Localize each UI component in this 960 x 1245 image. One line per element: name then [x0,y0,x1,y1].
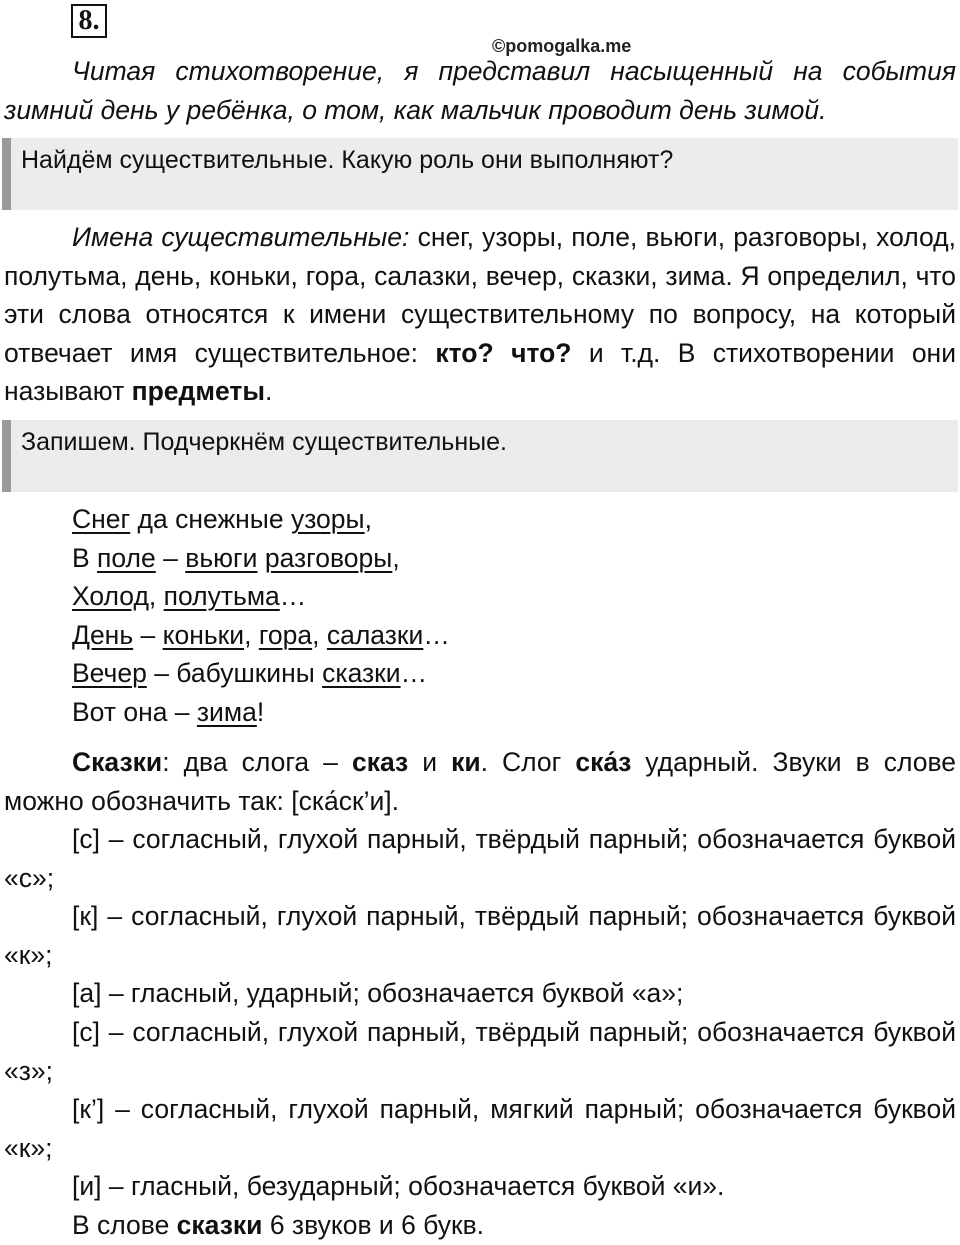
poem [72,500,672,731]
poem-line [72,577,672,616]
intro-paragraph [4,52,956,129]
nouns-dot: . [264,376,273,406]
poem-text: – [155,542,186,573]
section-band-write: Запишем. Подчеркнём существительные. [2,420,958,492]
nouns-list: снег, узоры, поле, вьюги, разговоры, холод, полутьма, день, коньки, гора, салазки, вечер, сказки, зима. Я определил, что эти слова относятся к имени существительному по вопросу, на который отвечает имя существительное: [4,222,957,368]
poem-text: … [400,658,428,688]
poem-line [72,500,672,539]
summary-line [4,1206,956,1245]
noun-underlined: сказки [322,658,401,688]
poem-text: ! [256,696,265,727]
section-band-nouns: Найдём существительные. Какую роль они выполняют? [2,138,958,210]
noun-underlined: вьюги [185,542,258,573]
poem-line [72,693,672,732]
watermark: ©pomogalka.me [492,36,632,56]
poem-text: … [279,581,307,611]
noun-underlined: салазки [326,619,424,650]
nouns-role: предметы [131,376,265,406]
sound-text: [к] – согласный, глухой парный, твёрдый парный; обозначается буквой «к»; [4,901,956,970]
poem-line [72,616,672,655]
sound-item [4,1013,956,1090]
noun-underlined: коньки [162,619,245,650]
noun-underlined: полутьма [163,581,280,611]
noun-underlined: Холод [72,581,149,611]
poem-line [72,539,672,578]
stressed-syllable: ска́з [575,747,632,777]
sound-text: [а] – гласный, ударный; обозначается буквой «а»; [72,978,684,1008]
poem-text: … [423,619,450,650]
nouns-label: Имена существительные: [72,222,410,252]
poem-text: , [244,619,259,650]
poem-line [72,654,672,693]
summary-text: В слове [72,1210,177,1240]
nouns-after-questions: и т.д. В стихотворении они называют [4,337,956,406]
sound-text: [с] – согласный, глухой парный, твёрдый парный; обозначается буквой «с»; [4,824,956,893]
poem-text: Вот она – [72,696,197,727]
noun-underlined: разговоры [264,542,393,573]
summary-word: сказки [176,1210,263,1240]
noun-underlined: гора [258,619,313,650]
sound-text: [с] – согласный, глухой парный, твёрдый парный; обозначается буквой «з»; [4,1017,956,1086]
sound-text: [и] – гласный, безударный; обозначается буквой «и». [72,1171,725,1201]
sound-item [4,1090,956,1167]
poem-text: да снежные [130,504,291,534]
sound-item [4,1167,956,1206]
poem-text: – бабушкины [146,658,323,688]
nouns-paragraph [4,218,956,411]
analysis-text: ударный. Звуки в слове можно обозначить так: [ска́ск’и]. [4,747,957,816]
question-who: кто? [435,337,494,368]
intro-text: Читая стихотворение, я представил насыщенный на события зимний день у ребёнка, о том, как мальчик проводит день зимой. [4,56,956,125]
sound-item [4,820,956,897]
analysis-paragraph [4,743,956,820]
noun-underlined: Снег [72,504,131,534]
noun-underlined: поле [97,542,156,573]
sound-item [4,974,956,1013]
syllable-2: ки [451,747,481,777]
question-what: что? [511,337,572,368]
poem-text: В [72,542,98,573]
noun-underlined: узоры [290,504,365,534]
summary-text: 6 звуков и 6 букв. [262,1210,485,1240]
sound-text: [к’] – согласный, глухой парный, мягкий парный; обозначается буквой «к»; [4,1094,956,1163]
noun-underlined: День [72,619,134,650]
poem-text: , [312,619,327,650]
poem-text: , [148,581,164,611]
task-number: 8. [71,4,107,38]
poem-text: , [364,504,372,534]
poem-text [257,543,264,573]
noun-underlined: зима [196,696,257,727]
analysis-text: и [408,747,452,777]
analysis-word: Сказки [72,747,163,777]
syllable-1: сказ [351,747,409,777]
poem-text: – [133,619,163,650]
poem-text: , [392,542,400,573]
sound-item [4,897,956,974]
analysis-text: : два слога – [162,747,352,777]
analysis-text: . Слог [480,747,576,777]
noun-underlined: Вечер [72,658,147,688]
